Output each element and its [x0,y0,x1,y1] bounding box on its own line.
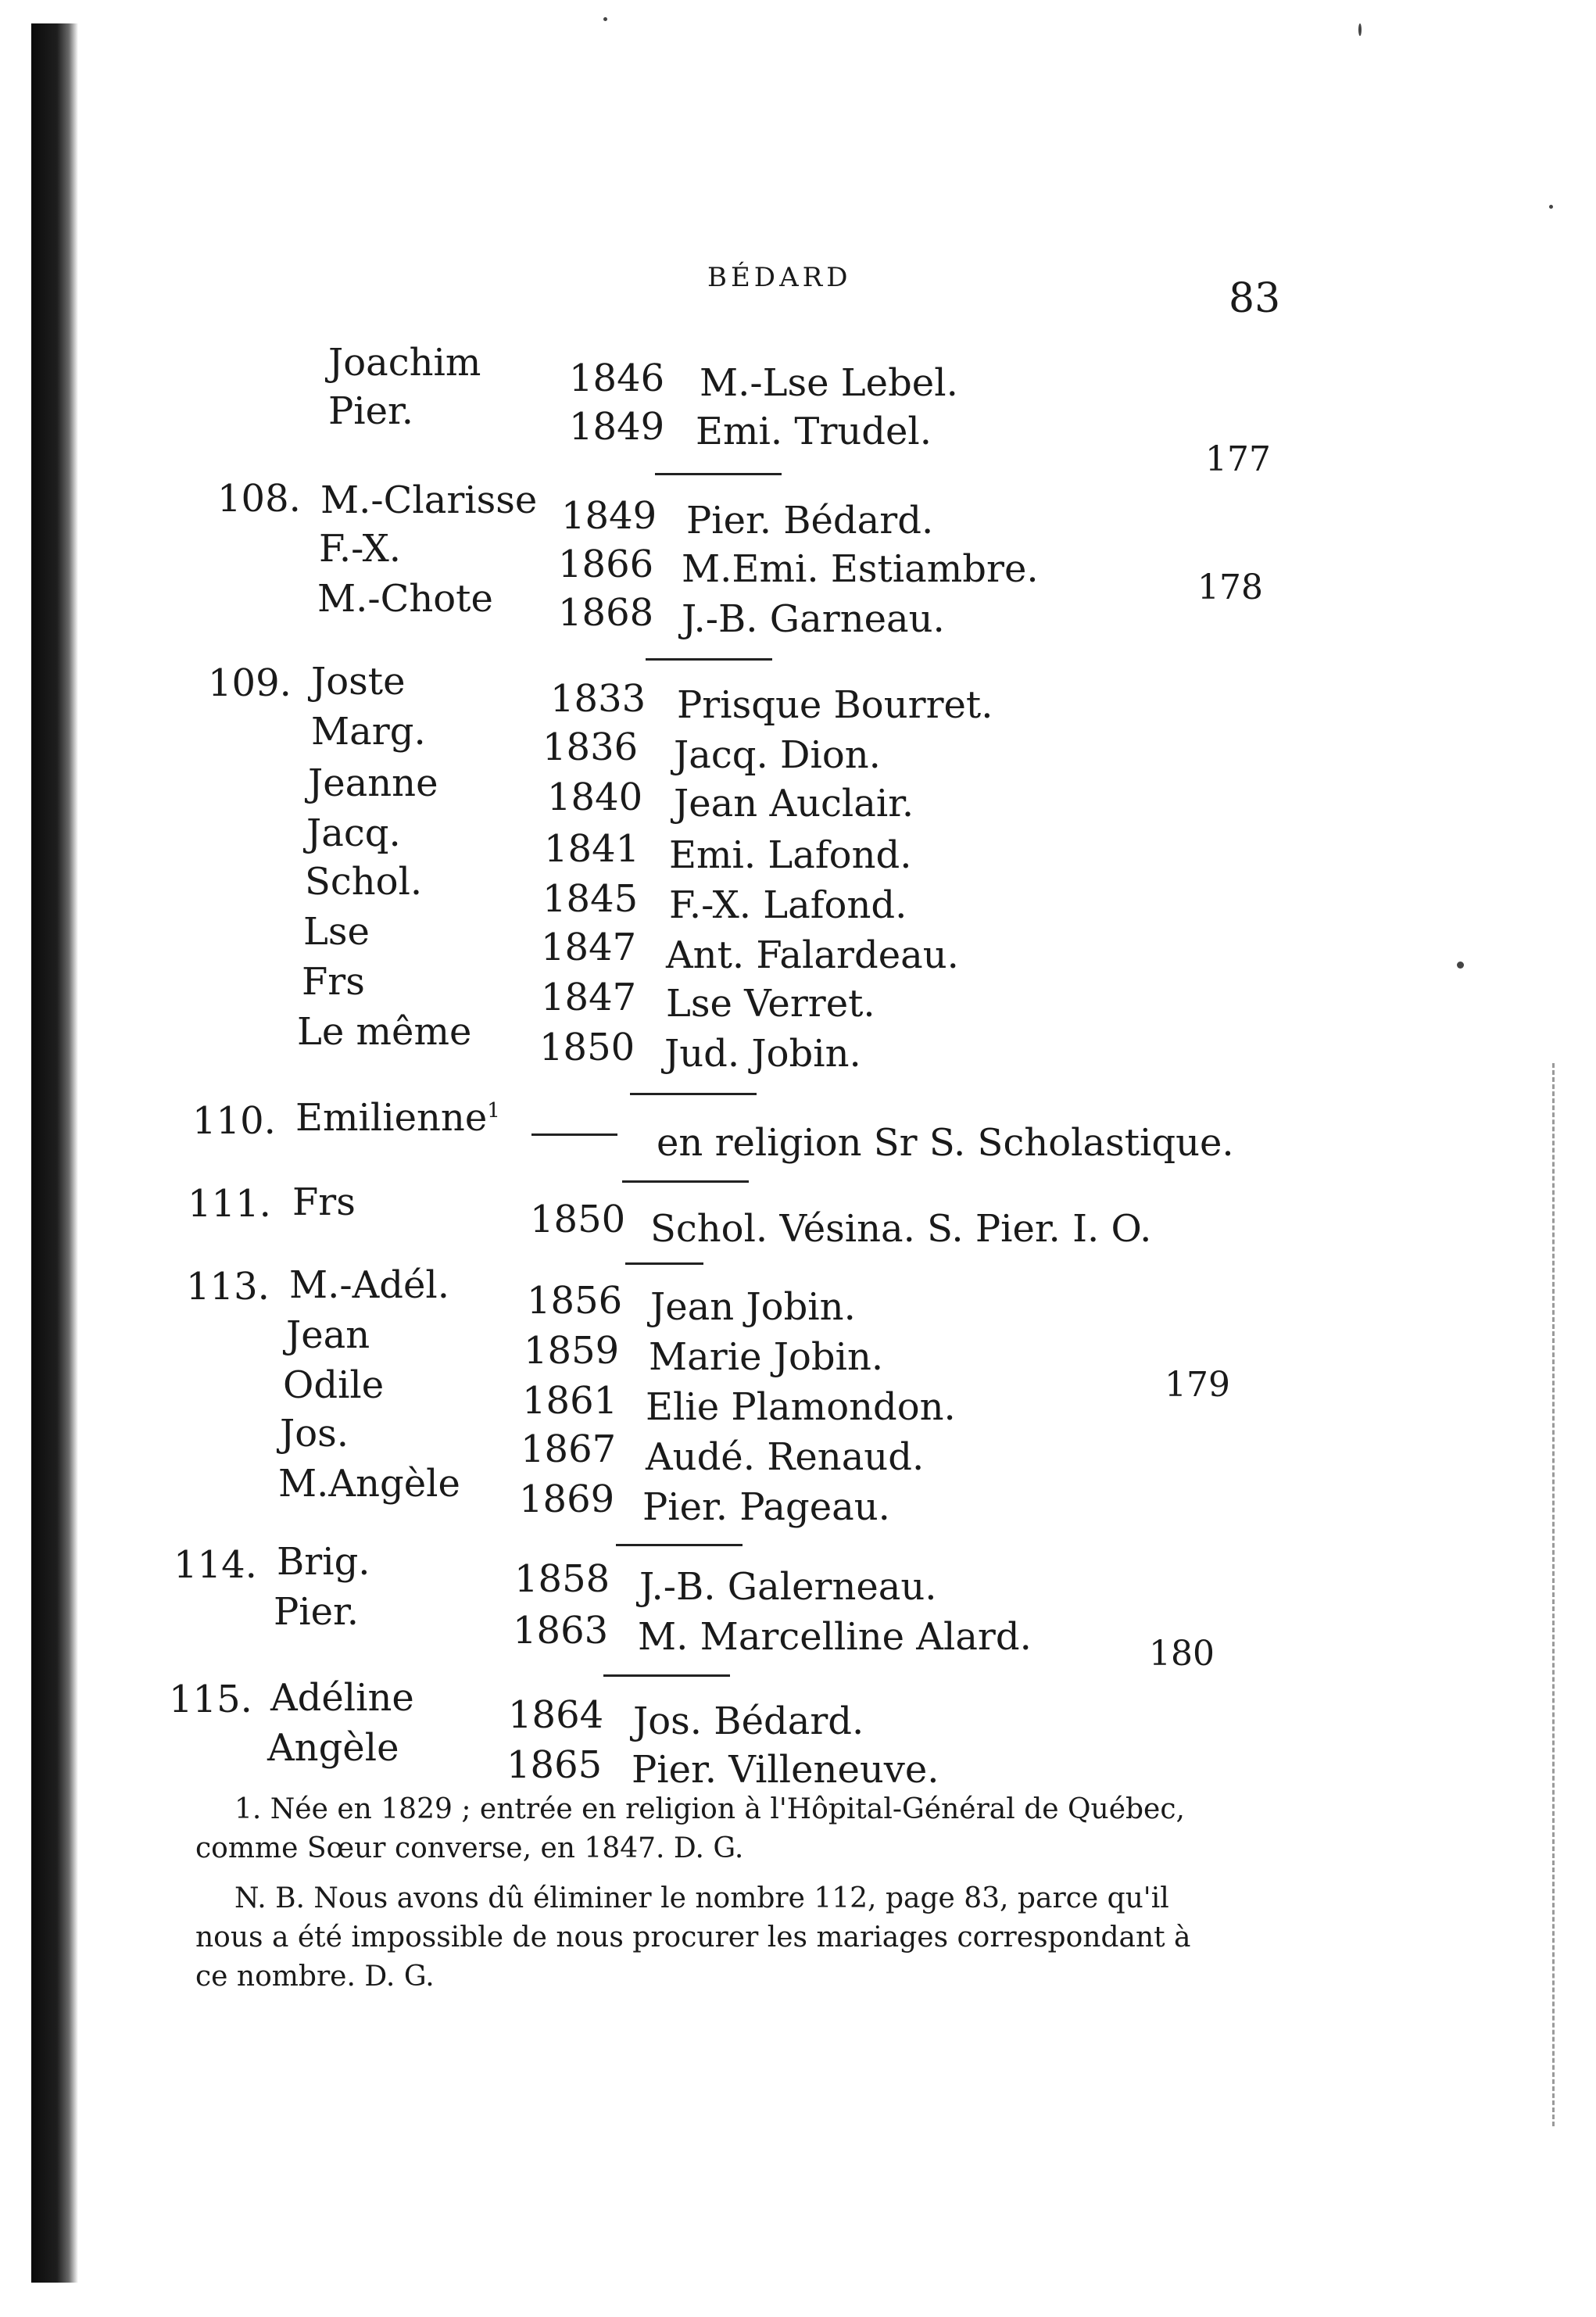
entry-name: Pier. [328,389,413,433]
entry-spouse: F.-X. Lafond. [669,883,907,927]
entry-year: 1847 [541,976,637,1019]
entry-spouse: J.-B. Galerneau. [639,1565,937,1609]
footnote-mark: 1 [487,1099,500,1123]
book-binding [31,23,78,2283]
margin-ref: 180 [1149,1634,1215,1674]
entry-year: 1859 [524,1329,620,1373]
entry-name: Frs [292,1180,356,1224]
margin-ref: 177 [1205,439,1271,479]
entry-name: Adéline [270,1676,414,1720]
entry-year: 1850 [539,1026,635,1069]
entry-year: 1850 [530,1198,626,1241]
entry-number: 115. [169,1678,252,1721]
entry-name: M.Angèle [278,1462,460,1506]
ink-speck [1358,23,1362,36]
entry-name: Le même [297,1010,472,1054]
no-year-dash [531,1133,617,1136]
entry-name: Angèle [267,1726,399,1770]
entry-year: 1864 [508,1693,604,1737]
entry-name: Marg. [311,710,426,754]
page-number: 83 [1229,275,1281,322]
margin-ref: 179 [1165,1365,1230,1405]
entry-name-text: Emilienne [295,1096,488,1140]
entry-name: Joachim [328,341,481,385]
entry-name: Lse [303,910,370,954]
entry-name: Jacq. [306,811,401,855]
entry-spouse: Jacq. Dion. [674,733,881,777]
entry-number: 110. [192,1099,276,1143]
margin-ref: 178 [1197,568,1263,607]
group-rule [603,1674,730,1677]
entry-spouse: Jean Auclair. [674,782,914,825]
entry-number: 114. [174,1543,257,1587]
entry-name: M.-Chote [317,577,493,621]
entry-year: 1869 [519,1477,615,1521]
ink-speck [1457,962,1464,969]
entry-name: Odile [283,1363,385,1407]
entry-year: 1865 [506,1743,603,1787]
entry-spouse: Pier. Bédard. [686,499,934,543]
ink-speck [603,17,607,21]
entry-year: 1849 [569,405,665,449]
entry-name [295,1096,500,1140]
entry-year: 1856 [527,1279,623,1323]
ink-speck [1549,205,1553,209]
entry-year: 1847 [541,926,637,969]
entry-number: 111. [188,1182,271,1226]
entry-year: 1849 [561,494,657,538]
page-edge [1552,1063,1555,2126]
entry-name: Schol. [305,860,423,904]
group-rule [616,1544,743,1546]
entry-year: 1845 [542,877,639,921]
entry-year: 1833 [550,677,646,721]
entry-spouse: en religion Sr S. Scholastique. [657,1121,1234,1165]
entry-name: F.-X. [319,527,402,571]
entry-spouse: M. Marcelline Alard. [638,1615,1032,1659]
entry-spouse: J.-B. Garneau. [682,597,945,641]
entry-spouse: Elie Plamondon. [646,1385,956,1429]
entry-spouse: M.-Lse Lebel. [700,361,958,405]
entry-year: 1863 [513,1609,609,1653]
footnote-1: 1. Née en 1829 ; entrée en religion à l'Hôpital-Général de Québec, comme Sœur converse, en 1847. D. G. [195,1793,1185,1864]
group-rule [655,473,782,475]
entry-spouse: M.Emi. Estiambre. [682,547,1039,591]
entry-year: 1841 [544,827,640,871]
entry-year: 1866 [558,543,654,586]
entry-spouse: Jos. Bédard. [633,1699,864,1743]
entry-name: Jeanne [308,761,438,805]
group-rule [646,658,772,661]
footnote-nb: N. B. Nous avons dû éliminer le nombre 112, page 83, parce qu'il nous a été impossible de nous procurer les mariages correspondant à ce nombre. D. G. [195,1882,1191,1993]
entry-year: 1846 [569,356,665,400]
entry-spouse: Pier. Pageau. [642,1485,890,1529]
entry-year: 1861 [522,1379,618,1423]
entry-name: M.-Adél. [289,1263,450,1307]
entry-spouse: Marie Jobin. [649,1335,884,1379]
entry-spouse: Jud. Jobin. [664,1032,861,1076]
entry-spouse: Prisque Bourret. [677,683,993,727]
entry-spouse: Emi. Trudel. [696,410,932,453]
entry-number: 113. [186,1265,270,1309]
entry-spouse: Emi. Lafond. [669,833,912,877]
group-rule [622,1180,749,1183]
entry-spouse: Schol. Vésina. S. Pier. I. O. [650,1207,1152,1251]
entry-name: Brig. [277,1540,370,1584]
entry-name: Jean [286,1313,370,1357]
entry-name: Joste [311,660,406,704]
group-rule [630,1093,757,1095]
entry-number: 108. [217,477,301,521]
entry-spouse: Ant. Falardeau. [666,933,959,977]
entry-name: M.-Clarisse [320,478,538,522]
entry-year: 1868 [558,591,654,635]
group-rule [625,1262,703,1265]
entry-year: 1858 [514,1557,610,1601]
entry-name: Jos. [280,1412,349,1456]
entry-spouse: Lse Verret. [666,982,875,1026]
running-header: BÉDARD [707,262,852,293]
footnotes [195,1790,1208,1996]
entry-spouse: Jean Jobin. [650,1285,856,1329]
entry-year: 1840 [547,775,643,819]
entry-year: 1836 [542,725,639,769]
entry-name: Frs [302,960,365,1004]
entry-spouse: Pier. Villeneuve. [632,1748,939,1792]
entry-name: Pier. [274,1590,359,1634]
entry-spouse: Audé. Renaud. [646,1435,925,1479]
entry-year: 1867 [521,1427,617,1471]
entry-number: 109. [208,661,292,705]
